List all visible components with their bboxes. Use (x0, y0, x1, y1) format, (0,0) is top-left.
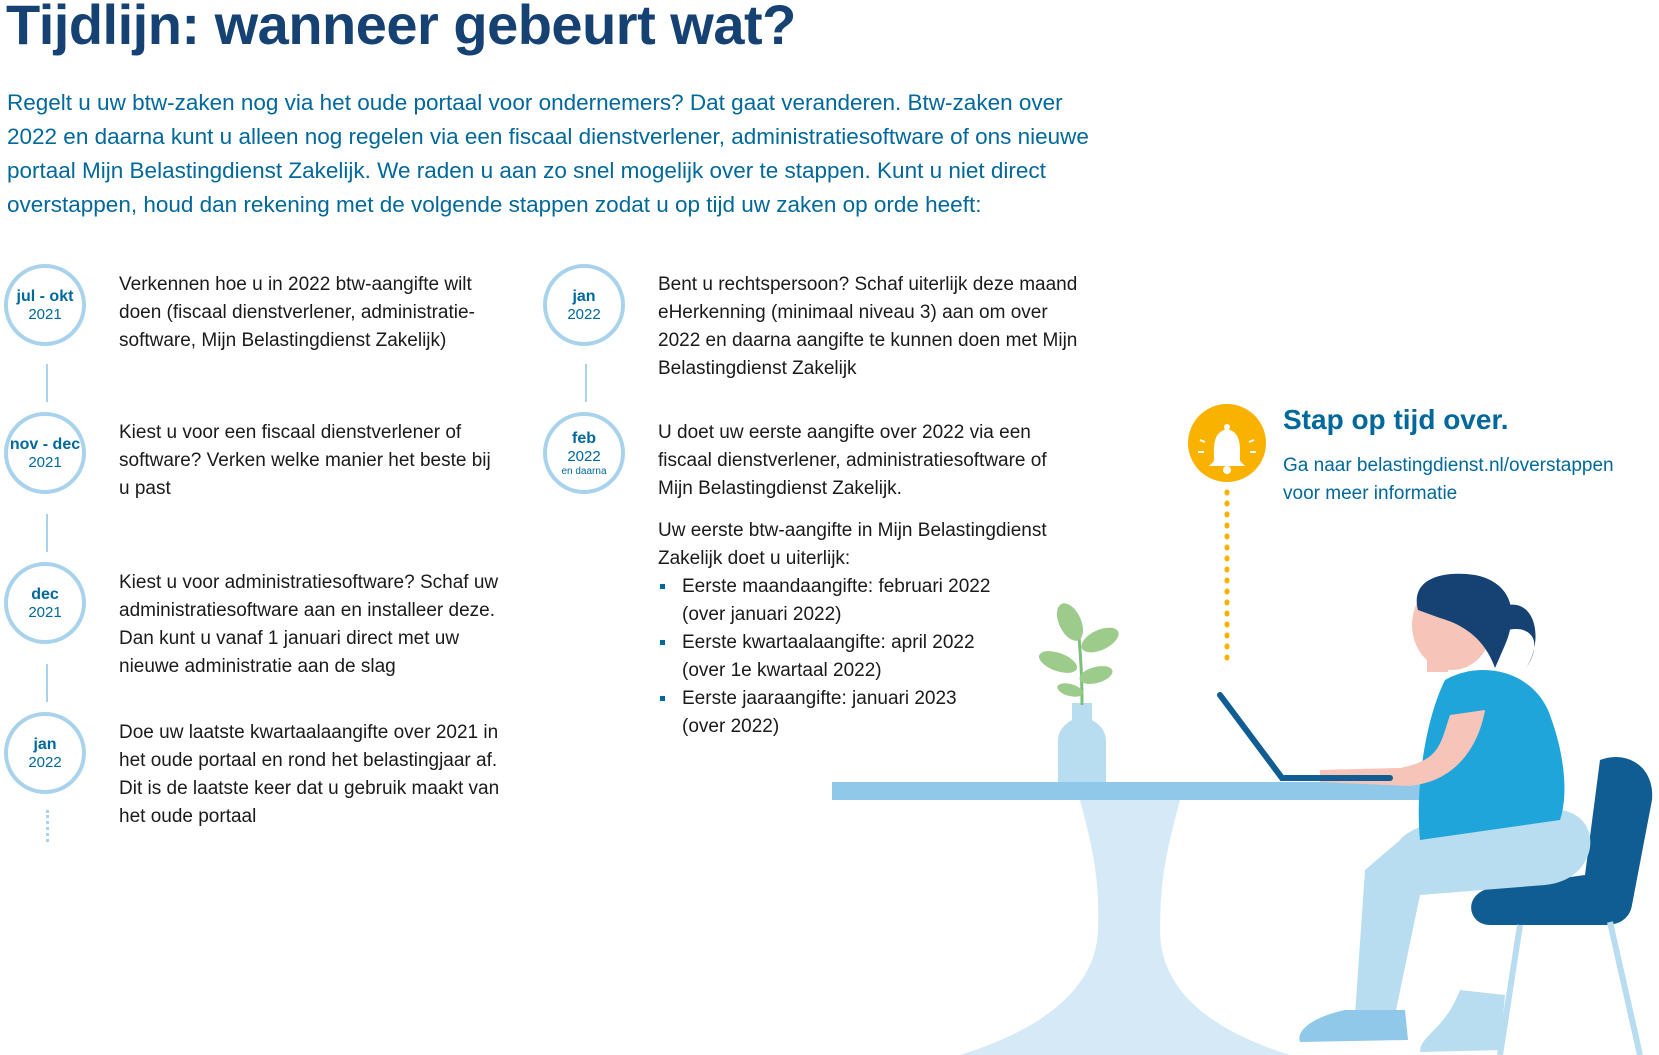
timeline-step-text: Kiest u voor een fiscaal dienstverlener of software? Verken welke manier het beste bij u past (119, 422, 491, 499)
badge-month: feb (572, 429, 596, 447)
timeline-step-text: U doet uw eerste aangifte over 2022 via een fiscaal dienstverlener, administratiesoftware of Mijn Belastingdienst Zakelijk. (658, 422, 1047, 499)
plant-leaf (1052, 599, 1089, 645)
timeline-step-text: Doe uw laatste kwartaalaangifte over 2021 in het oude portaal en rond het belastingjaar af. Dit is de laatste keer dat u gebruik maakt van het oude portaal (119, 722, 500, 827)
laptop (1220, 695, 1390, 778)
badge-month: jan (33, 735, 57, 753)
plant-leaf (1078, 622, 1123, 657)
chair-legs (1500, 922, 1640, 1055)
plant-leaf (1056, 681, 1084, 699)
badge-month: nov - dec (9, 435, 81, 453)
person-ponytail (1508, 605, 1536, 670)
deadline-label: Eerste kwartaalaangifte: april 2022 (682, 632, 975, 653)
deadline-label: Eerste jaaraangifte: januari 2023 (682, 688, 957, 709)
badge-year: 2021 (28, 603, 62, 621)
badge-month: jan (572, 287, 596, 305)
timeline-step-text: Bent u rechtspersoon? Schaf uiterlijk deze maand eHerkenning (minimaal niveau 3) aan om over 2022 en daarna aangifte te kunnen doen met Mijn Belastingdienst Zakelijk (658, 274, 1078, 379)
deadline-intro: Uw eerste btw-aangifte in Mijn Belastingdienst Zakelijk doet u uiterlijk: (658, 520, 1047, 569)
cta-title: Stap op tijd over. (1283, 404, 1509, 435)
badge-year: 2022 (28, 753, 62, 771)
table-base (960, 792, 1290, 1055)
deadline-detail: (over 1e kwartaal 2022) (682, 660, 882, 681)
intro-text: Regelt u uw btw-zaken nog via het oude portaal voor ondernemers? Dat gaat veranderen. Btw-zaken over 2022 en daarna kunt u alleen nog regelen via een fiscaal dienstverlener, administratiesoftware of ons nieuwe portaal Mijn Belastingdienst Zakelijk. We raden u aan zo snel mogelijk over te stappen. Kunt u niet direct overstappen, houd dan rekening met de volgende stappen zodat u op tijd uw zaken op orde heeft: (7, 90, 1089, 217)
person-shoe (1420, 990, 1505, 1052)
badge-month: jul - okt (16, 287, 74, 305)
badge-year: 2021 (28, 453, 62, 471)
badge-subtext: en daarna (561, 465, 607, 477)
cta-text: Ga naar belastingdienst.nl/overstappen voor meer informatie (1283, 455, 1614, 504)
badge-year: 2021 (28, 305, 62, 323)
deadline-label: Eerste maandaangifte: februari 2022 (682, 576, 991, 597)
timeline-step-text: Verkennen hoe u in 2022 btw-aangifte wilt doen (fiscaal dienstverlener, administratie-software, Mijn Belastingdienst Zakelijk) (119, 274, 475, 351)
vase (1058, 703, 1106, 782)
person-shoe (1299, 1010, 1408, 1042)
badge-year: 2022 (567, 447, 601, 465)
timeline-step-text: Kiest u voor administratiesoftware? Schaf uw administratiesoftware aan en installeer deze. Dan kunt u vanaf 1 januari direct met uw nieuwe administratie aan de slag (119, 572, 499, 677)
badge-year: 2022 (567, 305, 601, 323)
deadline-detail: (over januari 2022) (682, 604, 842, 625)
deadline-detail: (over 2022) (682, 716, 780, 737)
page-title: Tijdlijn: wanneer gebeurt wat? (6, 0, 796, 56)
badge-month: dec (31, 585, 59, 603)
plant-leaf (1036, 647, 1080, 678)
